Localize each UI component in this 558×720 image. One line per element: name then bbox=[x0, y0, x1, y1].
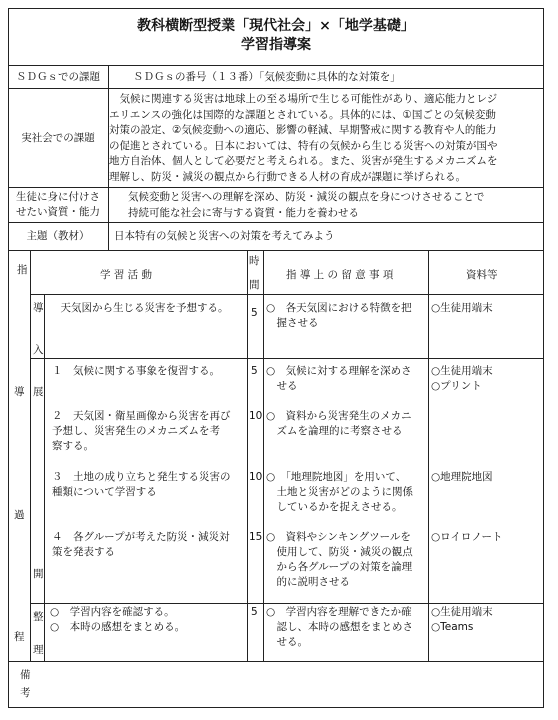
title-line-1: 教科横断型授業「現代社会」×「地学基礎」 bbox=[137, 18, 415, 34]
real-issue-label: 実社会での課題 bbox=[8, 89, 109, 187]
material-line: ○生徒用端末 bbox=[431, 365, 493, 377]
note-line: しているかを捉えさせる。 bbox=[266, 501, 403, 513]
dev1-materials bbox=[431, 364, 493, 394]
note-line: ○ 気候に対する理解を深めさ bbox=[266, 365, 412, 377]
remarks-char: 備 bbox=[20, 669, 31, 681]
note-line: 握させる bbox=[266, 317, 319, 329]
stage-dev-char: 開 bbox=[33, 568, 44, 580]
note-line: ズムを論理的に考察させる bbox=[266, 425, 403, 437]
material-line: ○Teams bbox=[431, 621, 474, 633]
dev3-materials: ○地理院地図 bbox=[431, 471, 493, 483]
intro-time: 5 bbox=[251, 307, 258, 319]
dev2-notes bbox=[266, 409, 412, 439]
dev4-time: 15 bbox=[249, 531, 263, 543]
material-line: ○生徒用端末 bbox=[431, 606, 493, 618]
activity-line: 察する。 bbox=[52, 440, 94, 452]
theme-label: 主題（教材） bbox=[8, 223, 109, 250]
abilities-label bbox=[8, 188, 109, 222]
abilities-label-line: 生徒に身に付けさ bbox=[16, 191, 100, 203]
activity-line: ４ 各グループが考えた防災・減災対 bbox=[52, 531, 230, 543]
note-line: 土地と災害がどのように関係 bbox=[266, 486, 413, 498]
abilities-text bbox=[128, 190, 538, 222]
activity-line: 策を発表する bbox=[52, 546, 115, 558]
sdgs-label: ＳＤＧｓでの課題 bbox=[8, 66, 109, 88]
header-materials: 資料等 bbox=[466, 269, 498, 281]
header-notes: 指 導 上 の 留 意 事 項 bbox=[286, 269, 394, 281]
abilities-line: 持続可能な社会に寄与する資質・能力を養わせる bbox=[128, 206, 359, 219]
theme-value: 日本特有の気候と災害への対策を考えてみよう bbox=[114, 230, 335, 242]
activity-line: 予想し、災害発生のメカニズムを考 bbox=[52, 425, 220, 437]
header-time-1: 時 bbox=[249, 255, 260, 267]
header-activity: 学 習 活 動 bbox=[100, 269, 153, 281]
note-line: 的に説明させる bbox=[266, 576, 350, 588]
table-divider bbox=[30, 358, 544, 359]
side-char: 過 bbox=[14, 509, 25, 521]
dev3-notes bbox=[266, 470, 413, 515]
note-line: から各グループの対策を論理 bbox=[266, 561, 413, 573]
summary-notes bbox=[266, 605, 413, 650]
activity-line: ○ 本時の感想をまとめる。 bbox=[50, 621, 186, 633]
side-char: 導 bbox=[14, 386, 25, 398]
note-line: ○ 各天気図における特徴を把 bbox=[266, 302, 412, 314]
stage-dev-char: 展 bbox=[33, 386, 44, 398]
note-line: ○ 「地理院地図」を用いて、 bbox=[266, 471, 407, 483]
abilities-label-line: せたい資質・能力 bbox=[16, 206, 100, 218]
real-issue-line: エリエンスの強化は国際的な課題とされている。具体的には、①国ごとの気候変動 bbox=[109, 108, 496, 121]
dev1-time: 5 bbox=[251, 365, 258, 377]
header-time-2: 間 bbox=[249, 279, 260, 291]
note-line: ○ 資料やシンキングツールを bbox=[266, 531, 411, 543]
dev4-activity bbox=[52, 530, 230, 560]
dev2-time: 10 bbox=[249, 410, 263, 422]
table-divider bbox=[30, 294, 544, 295]
sdgs-row bbox=[8, 66, 544, 89]
intro-materials: ○生徒用端末 bbox=[431, 302, 493, 314]
table-divider bbox=[263, 251, 264, 661]
stage-summary-char: 理 bbox=[33, 644, 44, 656]
real-issue-text bbox=[109, 92, 538, 187]
table-divider bbox=[428, 251, 429, 661]
remarks-char: 考 bbox=[20, 687, 31, 699]
summary-time: 5 bbox=[251, 606, 258, 618]
theme-row bbox=[8, 223, 544, 251]
table-divider bbox=[44, 294, 45, 661]
real-issue-line: 対策の設定、②気候変動への適応、影響の軽減、早期警戒に関する教育や人的能力 bbox=[109, 124, 497, 137]
table-divider bbox=[8, 661, 544, 662]
abilities-line: 気候変動と災害への理解を深め、防災・減災の観点を身につけさせることで bbox=[128, 191, 485, 203]
intro-notes bbox=[266, 301, 412, 331]
dev2-activity bbox=[52, 409, 231, 454]
real-issue-line: 地方自治体、個人として必要だと考えられる。また、災害が発生するメカニズムを bbox=[109, 155, 498, 168]
activity-line: ○ 学習内容を確認する。 bbox=[50, 606, 175, 618]
side-char: 程 bbox=[14, 631, 25, 643]
real-issue-row bbox=[8, 89, 544, 188]
table-divider bbox=[247, 251, 248, 661]
note-line: ○ 資料から災害発生のメカニ bbox=[266, 410, 412, 422]
note-line: 認し、本時の感想をまとめさ bbox=[266, 621, 413, 633]
activity-line: ３ 土地の成り立ちと発生する災害の bbox=[52, 471, 231, 483]
note-line: ○ 学習内容を理解できたか確 bbox=[266, 606, 412, 618]
sdgs-value: ＳＤＧｓの番号（１３番）「気候変動に具体的な対策を」 bbox=[133, 71, 401, 83]
note-line: 使用して、防災・減災の観点 bbox=[266, 546, 413, 558]
dev1-activity: １ 気候に関する事象を復習する。 bbox=[52, 365, 220, 377]
real-issue-line: 気候に関連する災害は地球上の至る場所で生じる可能性があり、適応能力とレジ bbox=[109, 93, 498, 105]
table-divider bbox=[30, 251, 31, 661]
document-title bbox=[8, 8, 544, 66]
note-line: せる bbox=[266, 380, 298, 392]
dev4-materials: ○ロイロノート bbox=[431, 531, 503, 543]
title-line-2: 学習指導案 bbox=[241, 37, 311, 53]
summary-materials bbox=[431, 605, 493, 635]
dev3-time: 10 bbox=[249, 471, 263, 483]
real-issue-line: 理解し、防災・減災の観点から行動できる人材の育成が課題に挙げられる。 bbox=[109, 170, 466, 183]
abilities-row bbox=[8, 188, 544, 223]
dev1-notes bbox=[266, 364, 412, 394]
stage-summary-char: 整 bbox=[33, 611, 44, 623]
activity-line: ２ 天気図・衛星画像から災害を再び bbox=[52, 410, 231, 422]
stage-intro-char: 導 bbox=[33, 302, 44, 314]
material-line: ○プリント bbox=[431, 380, 482, 392]
intro-activity: 天気図から生じる災害を予想する。 bbox=[50, 302, 229, 314]
note-line: せる。 bbox=[266, 636, 308, 648]
summary-activity bbox=[50, 605, 185, 635]
stage-intro-char: 入 bbox=[33, 344, 44, 356]
activity-line: 種類について学習する bbox=[52, 486, 157, 498]
dev3-activity bbox=[52, 470, 231, 500]
header-guide: 指 bbox=[17, 264, 28, 276]
dev4-notes bbox=[266, 530, 413, 590]
table-divider bbox=[30, 603, 544, 604]
real-issue-line: の促進とされている。日本においては、特有の気候から生じる災害への対策が国や bbox=[109, 139, 498, 152]
